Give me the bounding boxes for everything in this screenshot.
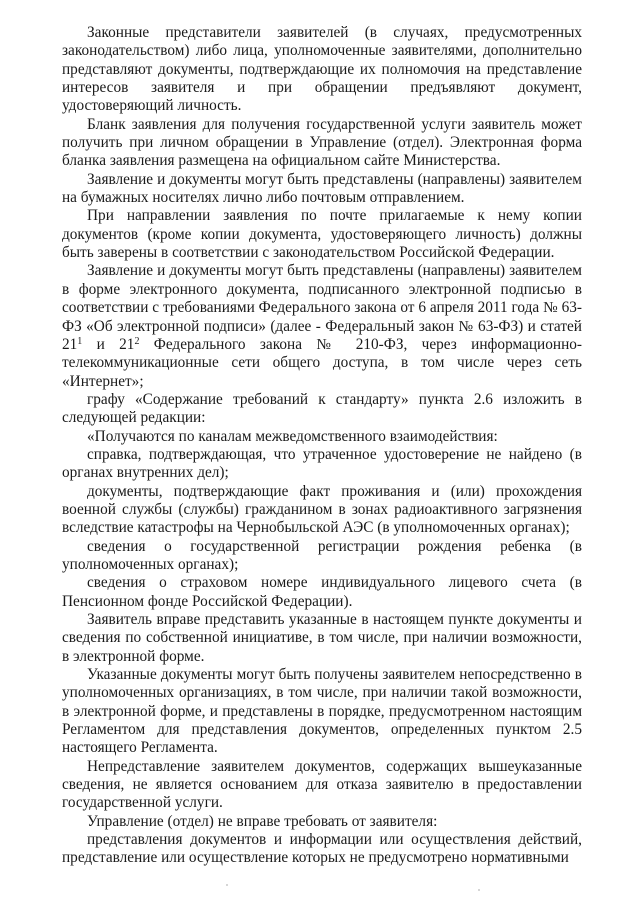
- paragraph-non-submission: Непредставление заявителем документов, содержащих вышеуказанные сведения, не является основанием для отказа заявителю в предоставлении государственной услуги.: [62, 757, 582, 812]
- paragraph-authorized-organizations: Указанные документы могут быть получены заявителем непосредственно в уполномоченных организациях, в том числе, при наличии такой возможности, в электронной форме, и представлены в порядке, предусмотренном настоящим Регламентом для представления документов, определенных пунктом 2.5 настоящего Регламента.: [62, 666, 582, 757]
- scan-speck: [226, 884, 228, 886]
- paragraph-certificate-not-found: справка, подтверждающая, что утраченное удостоверение не найдено (в органах внутренних дел);: [62, 445, 582, 482]
- paragraph-paper-submission: Заявление и документы могут быть представлены (направлены) заявителем на бумажных носителях лично либо почтовым отправлением.: [62, 170, 582, 207]
- paragraph-electronic-submission: [62, 262, 582, 390]
- paragraph-residence-documents: документы, подтверждающие факт проживания и (или) прохождения военной службы (службы) гражданином в зонах радиоактивного загрязнения вследствие катастрофы на Чернобыльской АЭС (в уполномоченных органах);: [62, 482, 582, 537]
- paragraph-amendment-intro: графу «Содержание требований к стандарту» пункта 2.6 изложить в следующей редакции:: [62, 390, 582, 427]
- paragraph-interagency-heading: «Получаются по каналам межведомственного взаимодействия:: [87, 427, 498, 445]
- superscript-article-2: 2: [134, 335, 140, 347]
- scan-speck: [478, 889, 480, 891]
- paragraph-insurance-number: сведения о страховом номере индивидуального лицевого счета (в Пенсионном фонде Российской Федерации).: [62, 574, 582, 610]
- paragraph-own-initiative: Заявитель вправе представить указанные в настоящем пункте документы и сведения по собственной инициативе, в том числе, при наличии возможности, в электронной форме.: [62, 611, 582, 665]
- electronic-submission-text-3: Федерального закона № 210-ФЗ, через информационно-телекоммуникационные сети общего доступа, в том числе через сеть «Интернет»;: [62, 335, 582, 390]
- paragraph-legal-representatives: Законные представители заявителей (в случаях, предусмотренных законодательством) либо лица, уполномоченные заявителями, дополнительно представляют документы, подтверждающие их полномочия на представление интересов заявителя и при обращении предъявляют документ, удостоверяющий личность.: [62, 24, 582, 115]
- paragraph-document-requests: представления документов и информации или осуществления действий, представление или осуществление которых не предусмотрено нормативными: [62, 831, 582, 867]
- electronic-submission-text-1: Заявление и документы могут быть представлены (направлены) заявителем в форме электронного документа, подписанного электронной подписью в соответствии с требованиями Федерального закона от 6 апреля 2011 года № 63-ФЗ «Об электронной подписи» (далее - Федеральный закон № 63-ФЗ) и статей 21: [62, 262, 582, 353]
- document-body: [62, 24, 582, 868]
- paragraph-application-form: Бланк заявления для получения государственной услуги заявитель может получить при личном обращении в Управление (отдел). Электронная форма бланка заявления размещена на официальном сайте Министерства.: [62, 115, 582, 170]
- paragraph-department-restrictions: Управление (отдел) не вправе требовать от заявителя:: [87, 812, 438, 830]
- superscript-article-1: 1: [77, 335, 83, 347]
- electronic-submission-text-2: и 21: [82, 335, 135, 353]
- paragraph-birth-registration: сведения о государственной регистрации рождения ребенка (в уполномоченных органах);: [62, 537, 582, 573]
- paragraph-postal-copies: При направлении заявления по почте прилагаемые к нему копии документов (кроме копии документа, удостоверяющего личность) должны быть заверены в соответствии с законодательством Российской Федерации.: [62, 207, 582, 262]
